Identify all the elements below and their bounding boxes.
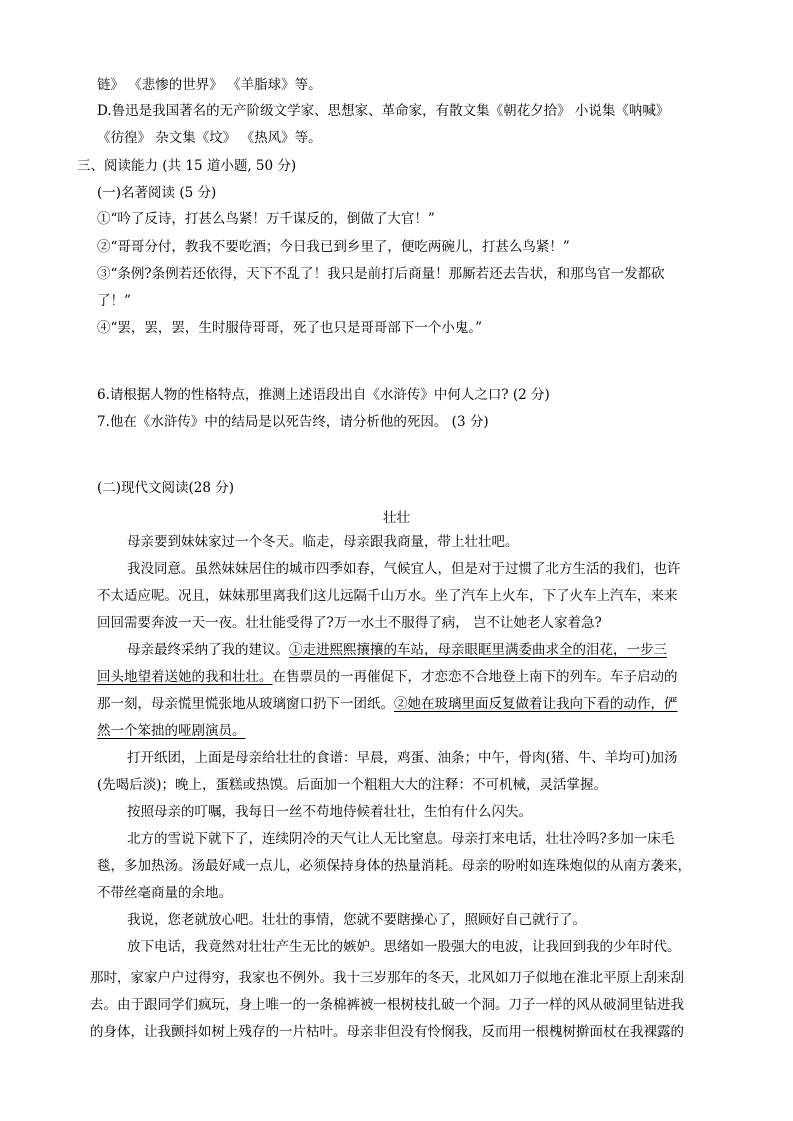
question-6: 6.请根据人物的性格特点，推测上述语段出自《水浒传》中何人之口? (2 分) [97,387,550,403]
underlined-sentence-1: ①走进熙熙攘攘的车站，母亲眼眶里满委曲求全的泪花，一步三 [289,642,667,658]
quote-3-cont: 了！” [97,293,131,309]
paragraph-3-text-3: 那一刻，母亲慌里慌张地从玻璃窗口扔下一团纸。 [97,696,394,712]
paragraph-2-line-3: 回回需要奔波一天一夜。壮壮能受得了?万一水土不服得了病， 岂不让她老人家着急? [97,615,602,631]
paragraph-4-line-2: (先喝后淡)；晚上，蛋糕或热馍。后面加一个粗粗大大的注释：不可机械，灵活掌握。 [97,777,608,793]
paragraph-1: 母亲要到妹妹家过一个冬天。临走，母亲跟我商量，带上壮壮吧。 [127,534,519,550]
underlined-sentence-2-cont: 然一个笨拙的哑剧演员。 [97,723,246,739]
underlined-sentence-1-cont: 回头地望着送她的我和壮壮。 [97,669,273,685]
quote-1: ①“吟了反诗，打甚么鸟紧！万千谋反的，倒做了大官！” [97,211,435,227]
paragraph-6-line-2: 毯，多加热汤。汤最好咸一点儿，必须保持身体的热量消耗。母亲的吩咐如连珠炮似的从南方袭来， [97,858,691,874]
paragraph-9-line-2: 去。由于跟同学们疯玩，身上唯一的一条棉裤被一根树枝扎破一个洞。刀子一样的风从破洞里钻进我 [90,997,684,1013]
paragraph-6: 北方的雪说下就下了，连续阴冷的天气让人无比窒息。母亲打来电话，壮壮冷吗?多加一床毛 [127,831,675,847]
subsection-heading-2: (二)现代文阅读(28 分) [97,480,235,496]
paragraph-3 [127,640,667,660]
paragraph-9-line-3: 的身体，让我颤抖如树上残存的一片枯叶。母亲非但没有怜悯我，反而用一根槐树擀面杖在我裸露的 [90,1024,684,1040]
paragraph-3-text-2: 在售票员的一再催促下，才恋恋不合地登上南下的列车。车子启动的 [272,669,678,685]
section-heading: 三、阅读能力 (共 15 道小题, 50 分) [77,158,297,174]
quote-4: ④“罢，罢，罢，生时服侍哥哥，死了也只是哥哥部下一个小鬼。” [97,320,483,336]
paragraph-7: 我说，您老就放心吧。壮壮的事情，您就不要瞎操心了，照顾好自己就行了。 [127,912,586,928]
paragraph-3-line-4 [97,721,246,741]
paragraph-8: 放下电话，我竟然对壮壮产生无比的嫉妒。思绪如一股强大的电波，让我回到我的少年时代。 [127,939,681,955]
options-line-1: 链》 《悲惨的世界》 《羊脂球》等。 [97,77,322,93]
question-7: 7.他在《水浒传》中的结局是以死告终，请分析他的死因。 (3 分) [97,414,489,430]
paragraph-5: 按照母亲的叮嘱，我每日一丝不苟地侍候着壮壮，生怕有什么闪失。 [127,804,532,820]
quote-3: ③“条例?条例若还依得，天下不乱了！我只是前打后商量！那厮若还去告状，和那鸟官一发都砍 [97,266,665,282]
paragraph-4: 打开纸团，上面是母亲给壮壮的食谱：早晨，鸡蛋、油条；中午，骨肉(猪、牛、羊均可)加汤 [127,750,678,766]
underlined-sentence-2: ②她在玻璃里面反复做着让我向下看的动作，俨 [394,696,678,712]
paragraph-6-line-3: 不带丝毫商量的余地。 [97,885,232,901]
paragraph-3-line-2 [97,667,678,687]
quote-2: ②“哥哥分付，教我不要吃酒；今日我已到乡里了，便吃两碗儿，打甚么鸟紧！” [97,239,570,255]
subsection-heading: (一)名著阅读 (5 分) [97,185,217,201]
paragraph-9: 那时，家家户户过得穷，我家也不例外。我十三岁那年的冬天，北风如刀子似地在淮北平原上刮来刮 [90,970,684,986]
option-d-line-2: 《彷徨》 杂文集《坟》 《热风》等。 [97,130,322,146]
paragraph-3-text: 母亲最终采纳了我的建议。 [127,642,289,658]
article-title: 壮壮 [383,510,410,526]
paragraph-2: 我没同意。虽然妹妹居住的城市四季如春，气候宜人，但是对于过惯了北方生活的我们，也许 [127,561,681,577]
option-d-line: D.鲁迅是我国著名的无产阶级文学家、思想家、革命家，有散文集《朝花夕拾》 小说集《呐喊》 [97,103,670,119]
paragraph-3-line-3 [97,694,678,714]
paragraph-2-line-2: 不太适应呢。况且，妹妹那里离我们这儿远隔千山万水。坐了汽车上火车，下了火车上汽车，来来 [97,588,678,604]
